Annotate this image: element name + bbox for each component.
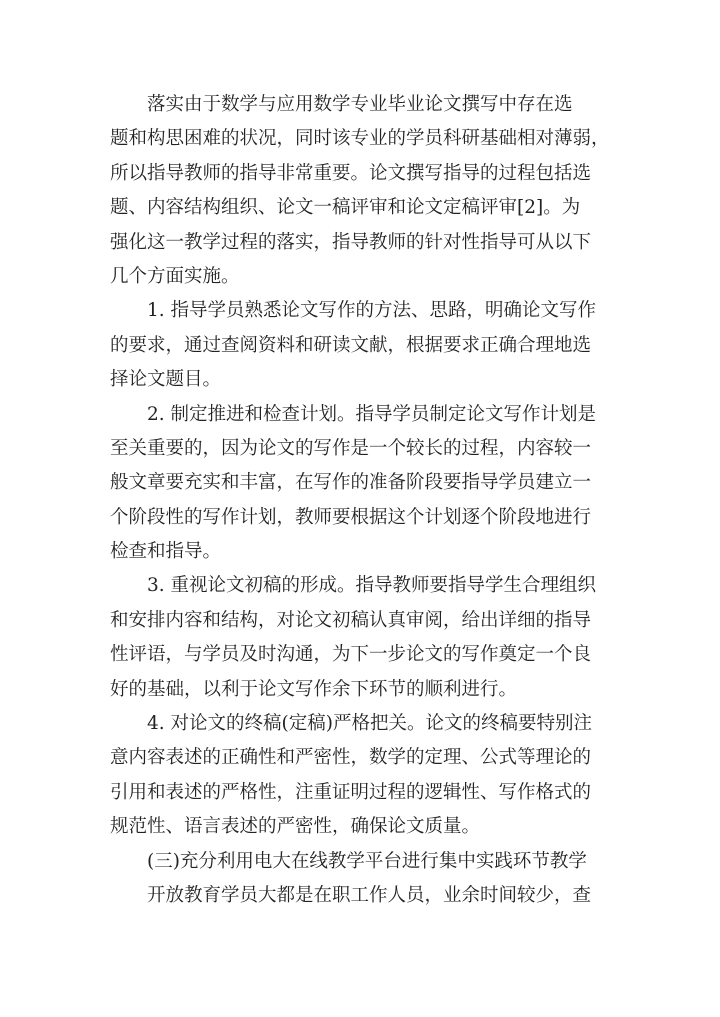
text-line: 所以指导教师的指导非常重要。论文撰写指导的过程包括选 (110, 162, 592, 184)
text-line: 意内容表述的正确性和严密性，数学的定理、公式等理论的 (110, 747, 592, 769)
text-line: 般文章要充实和丰富，在写作的准备阶段要指导学员建立一 (110, 472, 592, 494)
text-line: 开放教育学员大都是在职工作人员，业余时间较少，查 (147, 884, 592, 906)
text-line: 性评语，与学员及时沟通，为下一步论文的写作奠定一个良 (110, 644, 592, 666)
text-line: 检查和指导。 (110, 541, 222, 563)
body-text (110, 88, 618, 913)
text-line: 3. 重视论文初稿的形成。指导教师要指导学生合理组织 (147, 575, 597, 597)
text-line: 引用和表述的严格性，注重证明过程的逻辑性、写作格式的 (110, 781, 592, 803)
text-line: 的要求，通过查阅资料和研读文献，根据要求正确合理地选 (110, 334, 592, 356)
text-line: 至关重要的，因为论文的写作是一个较长的过程，内容较一 (110, 437, 592, 459)
text-line: 择论文题目。 (110, 369, 222, 391)
text-line: 好的基础，以利于论文写作余下环节的顺利进行。 (110, 678, 518, 700)
text-line: 题、内容结构组织、论文一稿评审和论文定稿评审[2]。为 (110, 197, 581, 219)
text-line: 落实由于数学与应用数学专业毕业论文撰写中存在选 (147, 94, 573, 115)
text-line: 题和构思困难的状况，同时该专业的学员科研基础相对薄弱， (110, 128, 610, 150)
text-line: 1. 指导学员熟悉论文写作的方法、思路，明确论文写作 (147, 300, 597, 322)
text-line: 规范性、语言表述的严密性，确保论文质量。 (110, 816, 481, 838)
text-line: (三)充分利用电大在线教学平台进行集中实践环节教学 (147, 850, 587, 872)
text-line: 4. 对论文的终稿(定稿)严格把关。论文的终稿要特别注 (147, 713, 592, 735)
text-line: 个阶段性的写作计划，教师要根据这个计划逐个阶段地进行 (110, 506, 592, 528)
text-line: 2. 制定推进和检查计划。指导学员制定论文写作计划是 (147, 403, 597, 425)
text-line: 和安排内容和结构，对论文初稿认真审阅，给出详细的指导 (110, 609, 592, 631)
text-line: 强化这一教学过程的落实，指导教师的针对性指导可从以下 (110, 231, 592, 253)
text-line: 几个方面实施。 (110, 265, 240, 287)
